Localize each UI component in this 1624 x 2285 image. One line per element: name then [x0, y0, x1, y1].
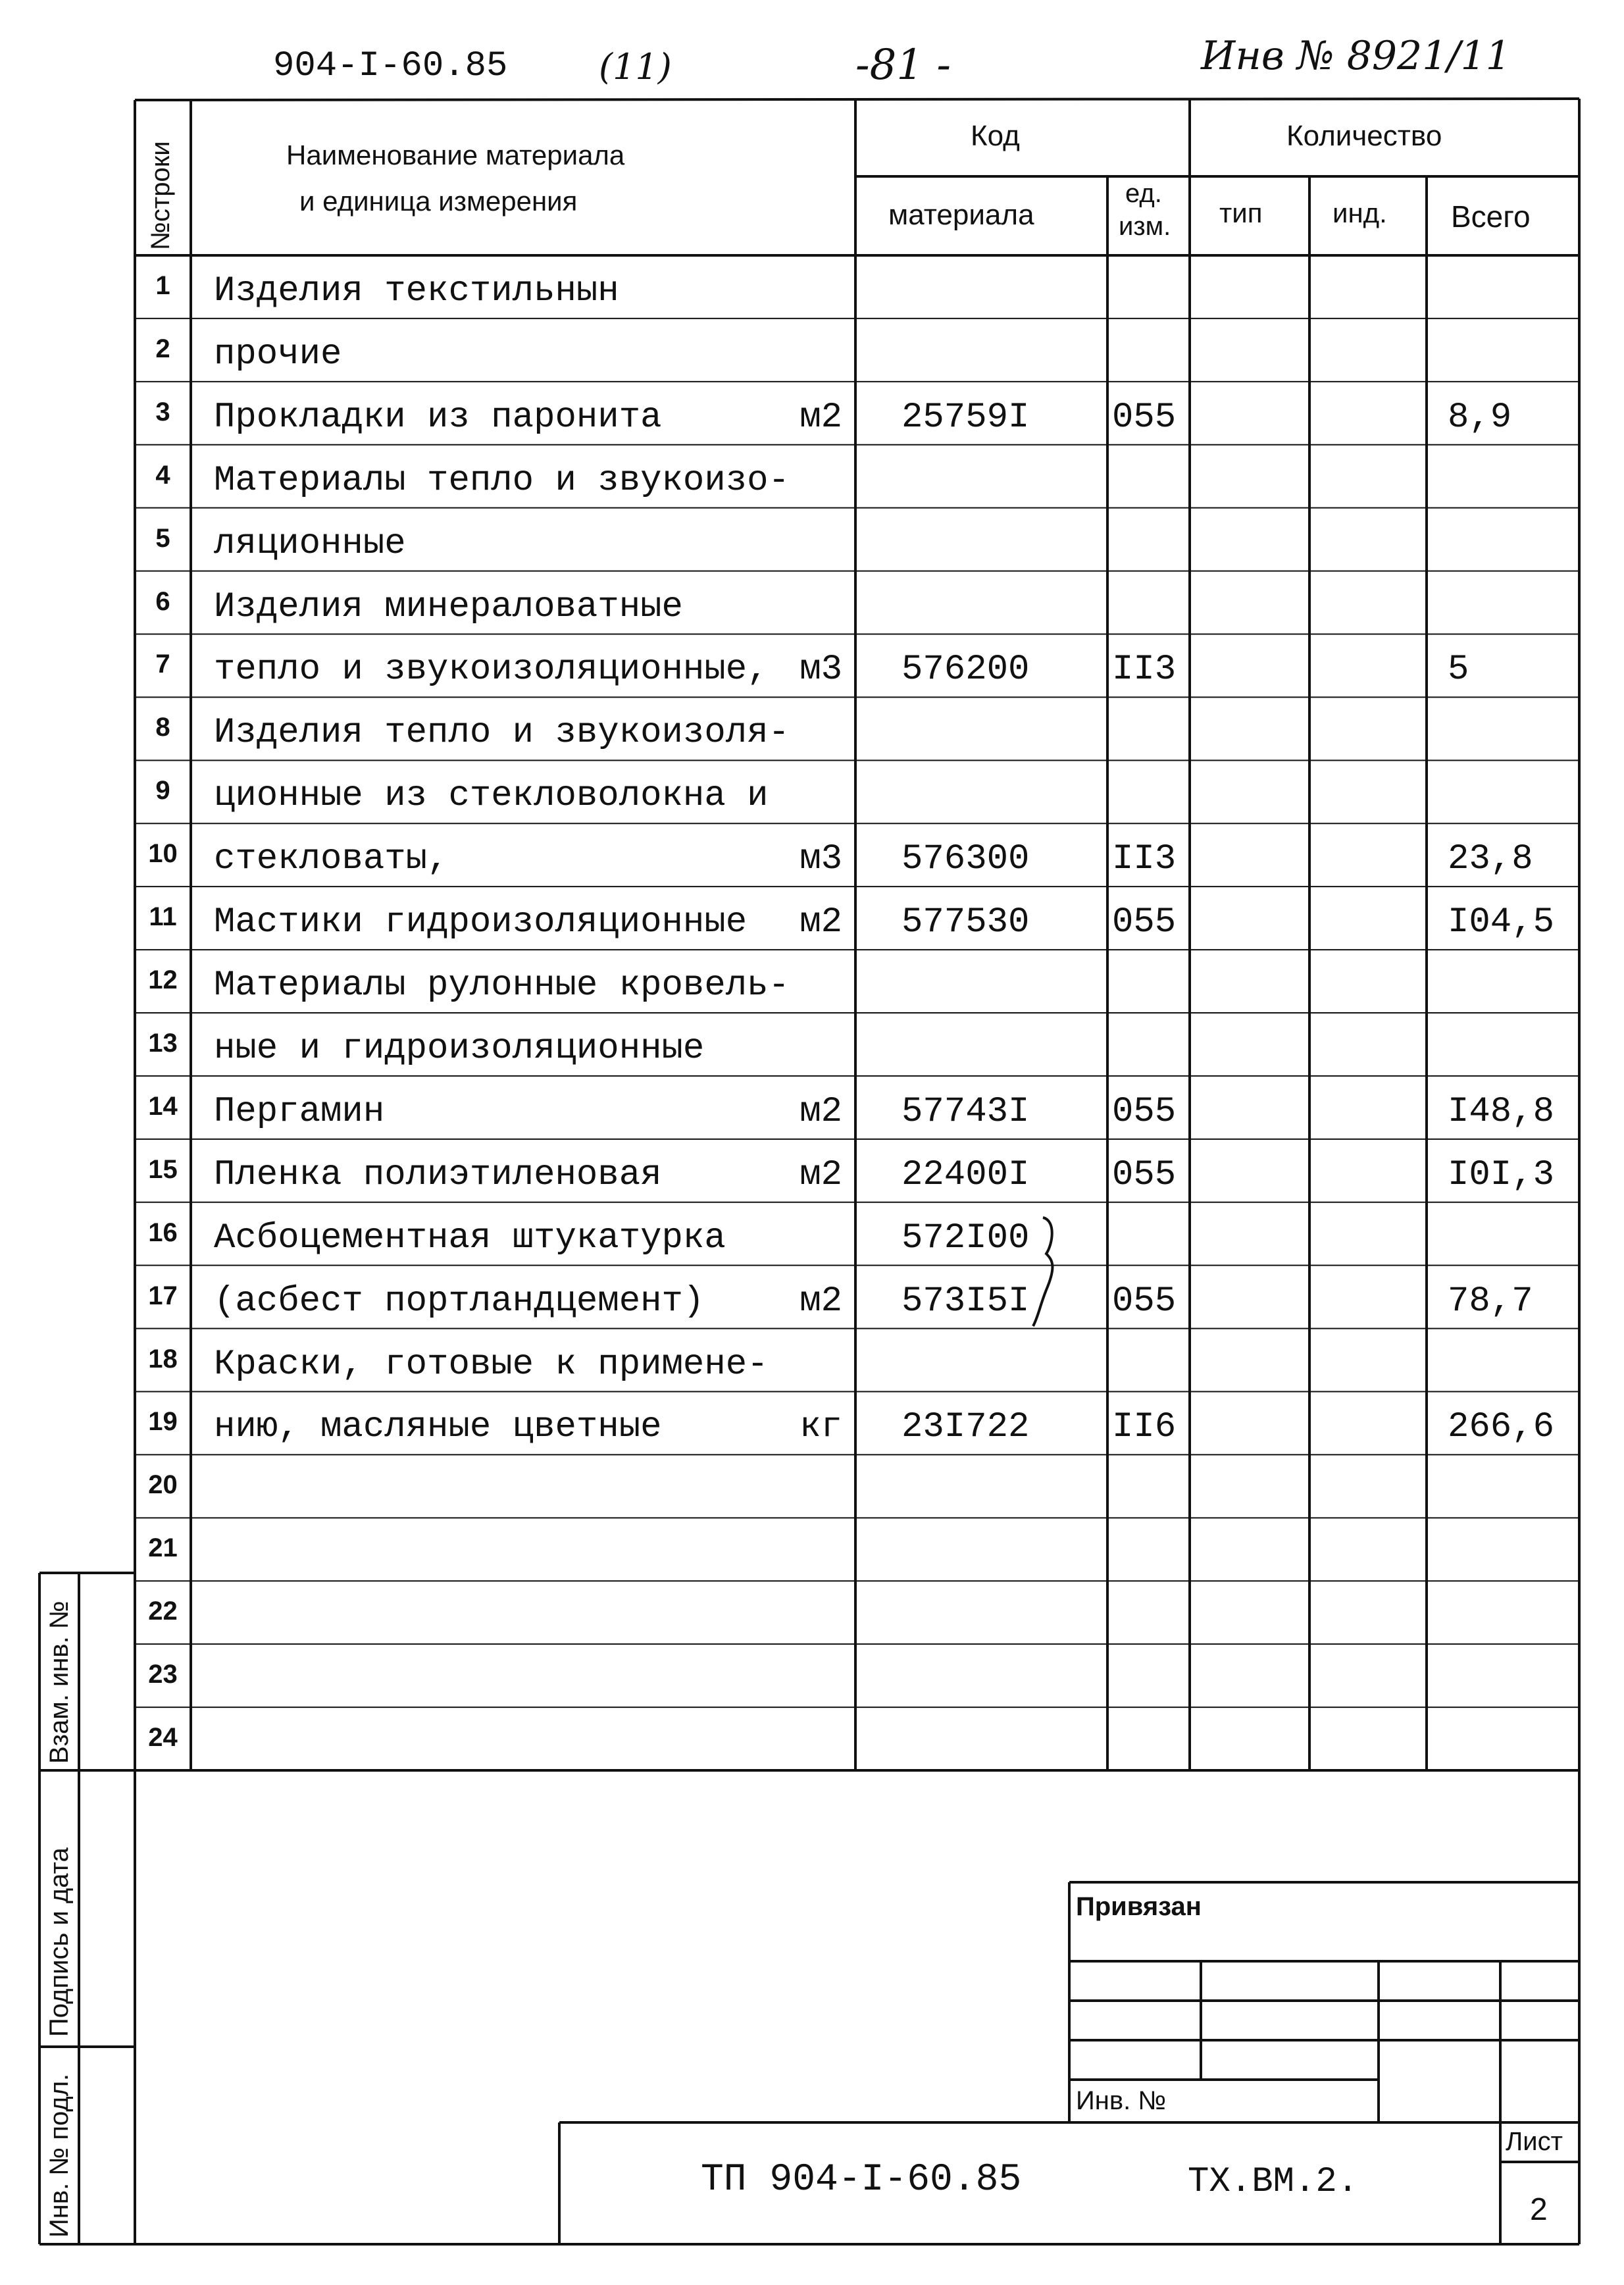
row-number: 16	[148, 1218, 178, 1247]
row-number: 15	[148, 1154, 178, 1184]
row-code: 572I00	[901, 1218, 1030, 1258]
row-name: нию, масляные цветные	[214, 1407, 662, 1448]
row-ed: II3	[1112, 650, 1177, 690]
row-unit: м2	[799, 1281, 842, 1322]
row-code: 25759I	[901, 397, 1030, 438]
row-name: прочие	[214, 334, 342, 374]
row-name: Прокладки из паронита	[214, 397, 662, 438]
header-code: Код	[971, 120, 1020, 152]
row-number: 17	[148, 1281, 178, 1310]
row-ed: 055	[1112, 1091, 1177, 1132]
row-number: 9	[155, 776, 170, 806]
row-total: 266,6	[1448, 1407, 1555, 1448]
row-name: ционные из стекловолокна и	[214, 776, 769, 817]
row-total: 8,9	[1448, 397, 1512, 438]
row-ed: 055	[1112, 397, 1177, 438]
row-name: Краски, готовые к примене-	[214, 1344, 769, 1385]
row-name: тепло и звукоизоляционные,	[214, 650, 769, 690]
row-number: 10	[148, 839, 178, 869]
header-name-line1: Наименование материала	[286, 140, 625, 170]
row-number: 3	[155, 397, 170, 426]
stamp-document-code: ТП 904-I-60.85	[701, 2159, 1022, 2201]
row-number: 5	[155, 523, 170, 553]
row-name: Изделия тепло и звукоизоля-	[214, 713, 790, 754]
row-number: 1	[155, 270, 170, 300]
header-qty-total: Всего	[1451, 199, 1531, 234]
row-number: 13	[148, 1028, 178, 1058]
row-code: 23I722	[901, 1407, 1030, 1448]
page-number: -81 -	[855, 41, 952, 90]
stamp-list-number: 2	[1530, 2192, 1548, 2227]
code-brace	[1033, 1218, 1052, 1326]
row-unit: м2	[799, 397, 842, 438]
side-podpis-data: Подпись и дата	[45, 1847, 74, 2037]
row-number: 21	[148, 1533, 178, 1563]
row-total: I0I,3	[1448, 1154, 1555, 1195]
header-name-line2: и единица измерения	[299, 186, 578, 217]
row-ed: 055	[1112, 1154, 1177, 1195]
row-name: Материалы рулонные кровель-	[214, 965, 790, 1006]
row-name: Изделия минераловатные	[214, 586, 683, 627]
row-unit: м2	[799, 902, 842, 943]
row-unit: м2	[799, 1091, 842, 1132]
row-unit: м3	[799, 839, 842, 880]
row-number: 12	[148, 965, 178, 995]
row-ed: II6	[1112, 1407, 1177, 1448]
row-unit: м3	[799, 650, 842, 690]
stamp-inv-no: Инв. №	[1076, 2086, 1167, 2115]
side-inv-podl: Инв. № подл.	[45, 2073, 74, 2238]
row-ed: II3	[1112, 839, 1177, 880]
row-name: (асбест портландцемент)	[214, 1281, 705, 1322]
header-code-unit-2: изм.	[1119, 212, 1171, 241]
row-number: 23	[148, 1660, 178, 1689]
row-number: 14	[148, 1091, 178, 1121]
row-total: 78,7	[1448, 1281, 1533, 1322]
row-code: 577530	[901, 902, 1030, 943]
doc-code: 904-I-60.85	[273, 46, 508, 86]
header-quantity: Количество	[1286, 120, 1442, 152]
row-number: 20	[148, 1470, 178, 1500]
row-name: Пленка полиэтиленовая	[214, 1154, 662, 1195]
row-number: 24	[148, 1723, 178, 1753]
row-total: 23,8	[1448, 839, 1533, 880]
row-name: ные и гидроизоляционные	[214, 1028, 705, 1069]
row-code: 576200	[901, 650, 1030, 690]
row-number: 18	[148, 1344, 178, 1374]
row-name: ляционные	[214, 523, 406, 564]
side-vzam-inv: Взам. инв. №	[45, 1601, 74, 1764]
stamp-sheet-code: ТХ.ВМ.2.	[1188, 2162, 1359, 2202]
row-name: Мастики гидроизоляционные	[214, 902, 748, 943]
row-code: 573I5I	[901, 1281, 1030, 1322]
row-number: 22	[148, 1597, 178, 1626]
row-code: 57743I	[901, 1091, 1030, 1132]
row-number: 2	[155, 334, 170, 363]
row-ed: 055	[1112, 1281, 1177, 1322]
stamp-privyazan: Привязан	[1076, 1892, 1202, 1921]
header-row-number: №строки	[146, 141, 175, 250]
inventory-note: Инв № 8921/11	[1201, 33, 1511, 79]
row-name: стекловаты,	[214, 839, 449, 880]
sheet-paren: (11)	[599, 46, 672, 88]
row-total: 5	[1448, 650, 1469, 690]
row-code: 22400I	[901, 1154, 1030, 1195]
row-total: I04,5	[1448, 902, 1555, 943]
row-name: Пергамин	[214, 1091, 385, 1132]
row-unit: м2	[799, 1154, 842, 1195]
row-number: 19	[148, 1407, 178, 1437]
row-number: 11	[149, 902, 177, 932]
header-code-material: материала	[888, 199, 1034, 231]
row-number: 7	[155, 650, 170, 679]
row-number: 6	[155, 586, 170, 616]
row-name: Асбоцементная штукатурка	[214, 1218, 726, 1258]
row-ed: 055	[1112, 902, 1177, 943]
row-name: Материалы тепло и звукоизо-	[214, 460, 790, 501]
row-name: Изделия текстильнын	[214, 270, 619, 311]
row-total: I48,8	[1448, 1091, 1555, 1132]
header-qty-ind: инд.	[1332, 197, 1387, 228]
stamp-list-label: Лист	[1506, 2127, 1563, 2156]
header-qty-type: тип	[1219, 197, 1263, 228]
header-code-unit-1: ед.	[1125, 179, 1162, 208]
row-number: 8	[155, 713, 170, 742]
row-unit: кг	[799, 1407, 842, 1448]
row-number: 4	[155, 460, 170, 490]
row-code: 576300	[901, 839, 1030, 880]
